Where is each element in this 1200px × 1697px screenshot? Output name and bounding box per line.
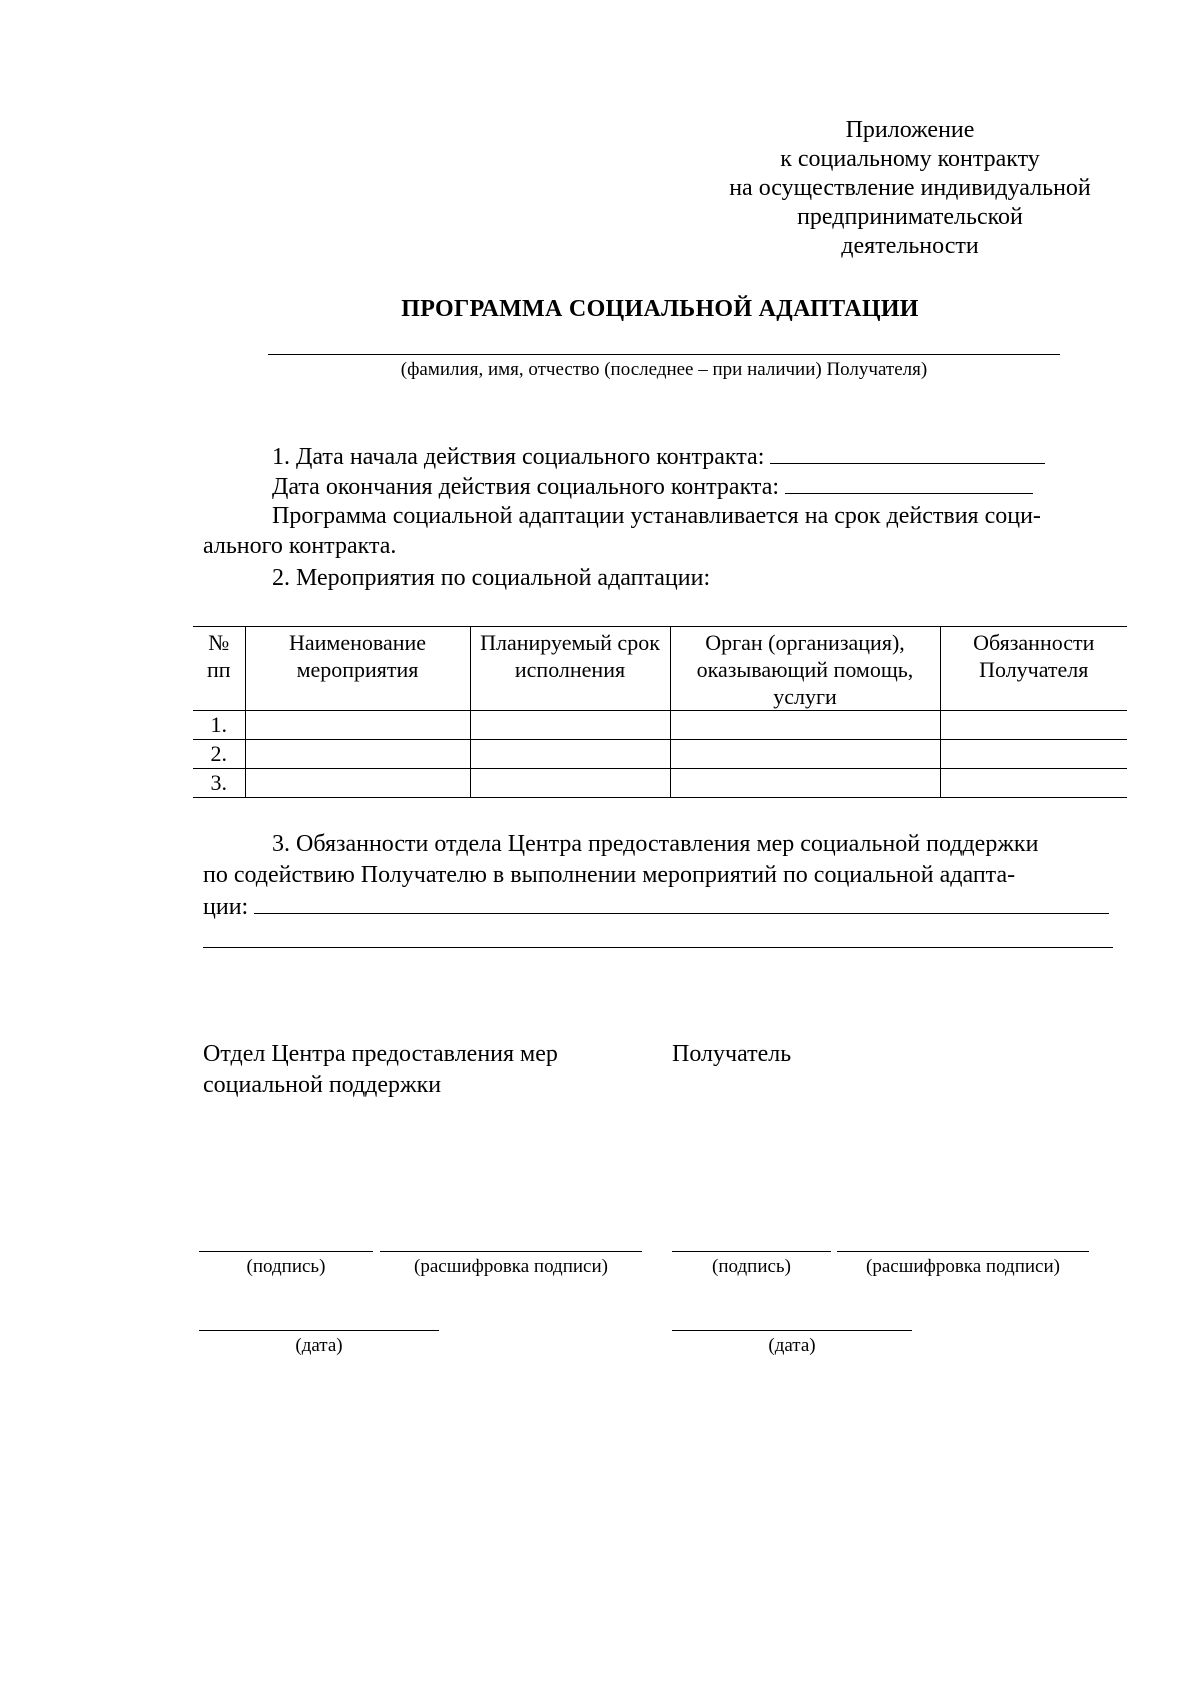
table-cell: [470, 740, 670, 769]
appendix-line: на осуществление индивидуальной: [729, 175, 1091, 201]
right-decoding-line: [837, 1251, 1089, 1252]
right-party-label: Получатель: [672, 1041, 792, 1067]
right-date-line: [672, 1330, 912, 1331]
section-3-line-1: 3. Обязанности отдела Центра предоставления мер социальной поддержки: [272, 831, 1039, 857]
end-date-row: [272, 471, 1033, 502]
section-3-line-2: по содействию Получателю в выполнении мероприятий по социальной адапта-: [203, 862, 1016, 888]
end-date-field-line: [785, 471, 1033, 494]
left-date-line: [199, 1330, 439, 1331]
left-signature-line: [199, 1251, 373, 1252]
section-3-fill-line: [254, 891, 1109, 914]
left-party-line-2: социальной поддержки: [203, 1072, 442, 1098]
column-header-recipient-duties: Обязанности Получателя: [940, 627, 1127, 711]
row-number: 3.: [193, 769, 245, 798]
start-date-label: 1. Дата начала действия социального контракта:: [272, 444, 765, 470]
section-3-line-3: [203, 891, 1109, 922]
table-row: [193, 740, 1127, 769]
row-number: 2.: [193, 740, 245, 769]
left-party-label: [203, 1039, 558, 1101]
column-header-activity: Наименование мероприятия: [245, 627, 470, 711]
table-row: [193, 769, 1127, 798]
left-date-caption: (дата): [295, 1335, 343, 1356]
table-cell: [245, 740, 470, 769]
table-cell: [940, 769, 1127, 798]
section-3-blank-line: [203, 947, 1113, 948]
left-signature-caption: (подпись): [246, 1256, 326, 1277]
table-cell: [470, 711, 670, 740]
appendix-heading: [700, 116, 1120, 261]
appendix-line: к социальному контракту: [780, 146, 1040, 172]
table-row: [193, 711, 1127, 740]
left-party-line-1: Отдел Центра предоставления мер: [203, 1041, 558, 1067]
table-cell: [670, 711, 940, 740]
row-number: 1.: [193, 711, 245, 740]
right-signature-line: [672, 1251, 831, 1252]
table-cell: [670, 740, 940, 769]
right-decoding-caption: (расшифровка подписи): [866, 1256, 1060, 1277]
right-signature-caption: (подпись): [712, 1256, 791, 1277]
section-3-line-3-text: ции:: [203, 894, 249, 920]
end-date-label: Дата окончания действия социального контракта:: [272, 474, 780, 500]
appendix-line: Приложение: [845, 117, 975, 143]
recipient-name-caption: (фамилия, имя, отчество (последнее – при наличии) Получателя): [400, 359, 928, 380]
left-decoding-caption: (расшифровка подписи): [414, 1256, 608, 1277]
table-cell: [245, 711, 470, 740]
document-title: ПРОГРАММА СОЦИАЛЬНОЙ АДАПТАЦИИ: [401, 296, 919, 322]
left-decoding-line: [380, 1251, 642, 1252]
recipient-name-line: [268, 354, 1060, 355]
right-date-caption: (дата): [768, 1335, 816, 1356]
program-term-line-2: ального контракта.: [203, 533, 397, 559]
section-2-heading: 2. Мероприятия по социальной адаптации:: [272, 565, 711, 591]
appendix-line: деятельности: [841, 233, 979, 259]
column-header-organization: Орган (организация), оказывающий помощь, услуги: [670, 627, 940, 711]
table-cell: [940, 711, 1127, 740]
table-cell: [245, 769, 470, 798]
column-header-number: № пп: [193, 627, 245, 711]
program-term-line-1: Программа социальной адаптации устанавливается на срок действия соци-: [272, 503, 1041, 529]
column-header-deadline: Планируемый срок исполнения: [470, 627, 670, 711]
table-cell: [940, 740, 1127, 769]
table-cell: [670, 769, 940, 798]
start-date-row: [272, 441, 1045, 472]
activities-table: [193, 626, 1127, 798]
start-date-field-line: [770, 441, 1045, 464]
appendix-line: предпринимательской: [797, 204, 1023, 230]
table-cell: [470, 769, 670, 798]
